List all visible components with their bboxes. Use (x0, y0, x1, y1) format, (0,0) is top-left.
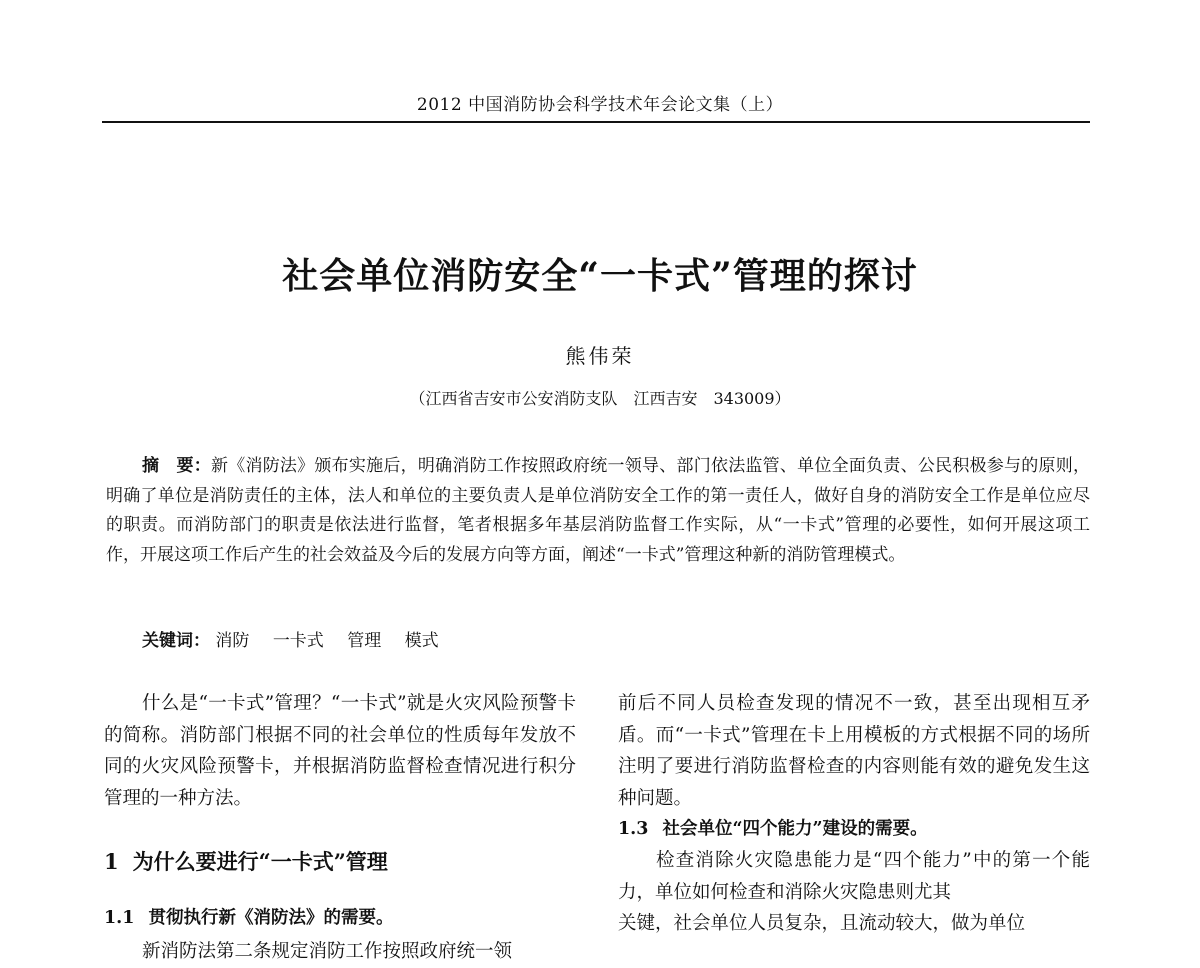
keywords-label: 关键词： (142, 631, 210, 651)
subsection-title: 贯彻执行新《消防法》的需要。 (148, 908, 394, 928)
affiliation: （江西省吉安市公安消防支队 江西吉安 343009） (409, 389, 791, 408)
right-column (618, 688, 1090, 940)
section-heading (104, 846, 388, 876)
abstract (106, 452, 1090, 570)
subsection-heading (618, 814, 1090, 845)
subsection-heading (104, 904, 393, 929)
keyword: 管理 (347, 631, 382, 651)
author: 熊伟荣 (565, 344, 635, 368)
section-title: 为什么要进行“一卡式”管理 (132, 849, 388, 874)
body-paragraph: 检查消除火灾隐患能力是“四个能力”中的第一个能力，单位如何检查和消除火灾隐患则尤其 (618, 850, 1090, 903)
abstract-text: 新《消防法》颁布实施后，明确消防工作按照政府统一领导、部门依法监管、单位全面负责、公民积极参与的原则，明确了单位是消防责任的主体，法人和单位的主要负责人是单位消防安全工作的第一责任人，做好自身的消防安全工作是单位应尽的职责。而消防部门的职责是依法进行监督，笔者根据多年基层消防监督工作实际，从“一卡式”管理的必要性，如何开展这项工作，开展这项工作后产生的社会效益及今后的发展方向等方面，阐述“一卡式”管理这种新的消防管理模式。 (106, 456, 1091, 565)
section-number: 1 (104, 849, 119, 874)
cut-off-line: 关键，社会单位人员复杂，且流动较大，做为单位 (618, 913, 1026, 934)
abstract-label: 摘 要： (142, 456, 211, 476)
keyword: 模式 (404, 631, 439, 651)
keyword: 一卡式 (272, 631, 324, 651)
intro-paragraph: 什么是“一卡式”管理？“一卡式”就是火灾风险预警卡的简称。消防部门根据不同的社会单位的性质每年发放不同的火灾风险预警卡，并根据消防监督检查情况进行积分管理的一种方法。 (104, 693, 576, 809)
keywords (142, 626, 457, 651)
subsection-title: 社会单位“四个能力”建设的需要。 (662, 819, 928, 839)
keyword: 消防 (215, 631, 250, 651)
subsection-number: 1.1 (104, 908, 135, 928)
left-column (104, 688, 576, 962)
running-header: 2012 中国消防协会科学技术年会论文集（上） (416, 95, 784, 115)
continuation-paragraph: 前后不同人员检查发现的情况不一致，甚至出现相互矛盾。而“一卡式”管理在卡上用模板的方式根据不同的场所注明了要进行消防监督检查的内容则能有效的避免发生这种问题。 (618, 693, 1090, 809)
page-title: 社会单位消防安全“一卡式”管理的探讨 (282, 255, 918, 297)
subsection-number: 1.3 (618, 819, 649, 839)
header-rule (102, 121, 1090, 123)
cut-off-line: 新消防法第二条规定消防工作按照政府统一领 (142, 941, 513, 962)
